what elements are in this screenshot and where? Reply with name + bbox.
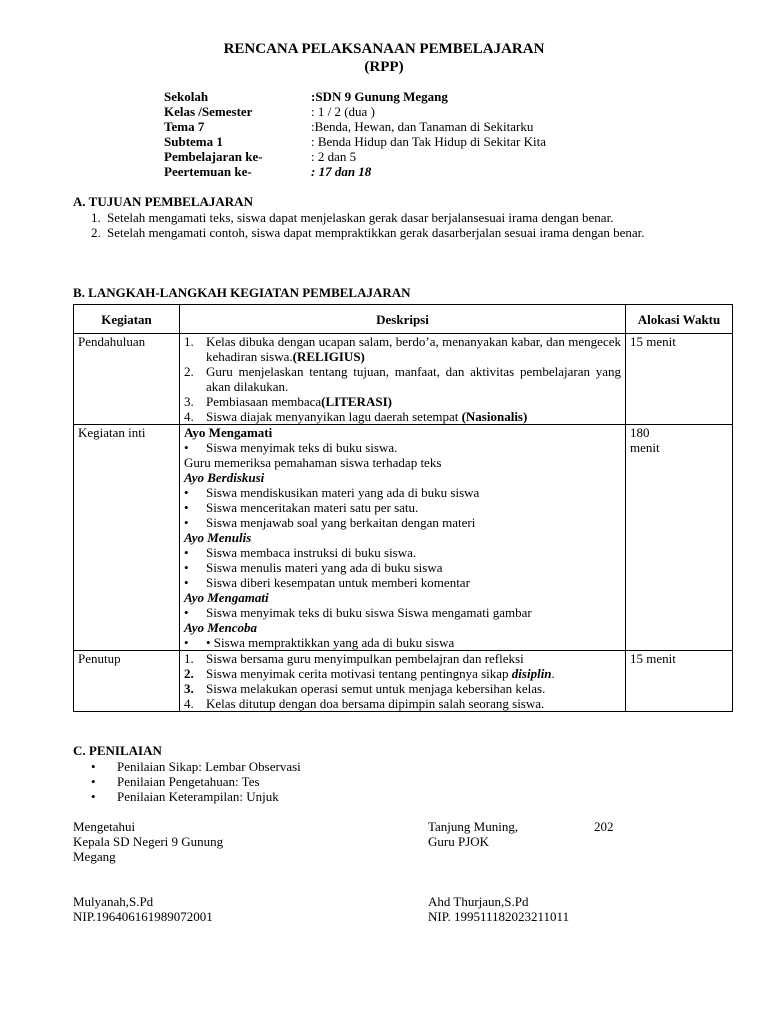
step-text: Guru menjelaskan tentang tujuan, manfaat, dan aktivitas pembelajaran yang akan dilakukan.: [206, 364, 621, 394]
list-item: • Siswa menjawab soal yang berkaitan dengan materi: [184, 515, 476, 530]
table-row: [74, 334, 733, 425]
list-item: • Siswa menceritakan materi satu per satu.: [184, 500, 419, 515]
identity-key: Tema 7: [164, 119, 205, 134]
step-number: 2.: [184, 364, 194, 379]
objective-item: [91, 225, 681, 240]
identity-block: [164, 89, 546, 179]
identity-key: Peertemuan ke-: [164, 164, 252, 179]
list-item: • Penilaian Sikap: Lembar Observasi: [91, 759, 301, 774]
step-text: Pembiasaan membaca: [206, 394, 322, 409]
identity-key: Sekolah: [164, 89, 209, 104]
identity-row: [164, 164, 546, 179]
list-item-text: Siswa diberi kesempatan untuk memberi komentar: [206, 575, 470, 590]
identity-value: :Benda, Hewan, dan Tanaman di Sekitarku: [311, 119, 534, 134]
step-text: Siswa diajak menyanyikan lagu daerah setempat: [206, 409, 462, 424]
step-item: [184, 364, 621, 394]
objective-text: Setelah mengamati teks, siswa dapat menjelaskan gerak dasar berjalansesuai irama dengan benar.: [107, 210, 614, 225]
document-subtitle: (RPP): [364, 59, 404, 75]
objectives-list: [91, 210, 681, 240]
identity-value: : 1 / 2 (dua ): [311, 104, 375, 119]
table-header-row: [74, 305, 733, 334]
section-b-heading: B. LANGKAH-LANGKAH KEGIATAN PEMBELAJARAN: [73, 285, 411, 300]
list-item-text: Siswa menulis materi yang ada di buku siswa: [206, 560, 443, 575]
header-deskripsi: Deskripsi: [180, 305, 626, 334]
signature-right-place: [428, 819, 628, 834]
step-number: 1.: [184, 334, 194, 349]
signature-left-position-cont: Megang: [73, 849, 116, 864]
list-item-text: Siswa mendiskusikan materi yang ada di buku siswa: [206, 485, 480, 500]
step-emphasis: disiplin: [511, 666, 552, 681]
list-item-text: Siswa menyimak teks di buku siswa.: [206, 440, 398, 455]
teacher-note: Guru memeriksa pemahaman siswa terhadap teks: [184, 455, 442, 470]
identity-value: :SDN 9 Gunung Megang: [311, 89, 448, 104]
signature-right-name: Ahd Thurjaun,S.Pd: [428, 894, 529, 909]
step-value-tag: (Nasionalis): [461, 409, 528, 424]
step-text: Siswa melakukan operasi semut untuk menjaga kebersihan kelas.: [206, 681, 546, 696]
step-item: [184, 666, 621, 681]
row-time: [626, 425, 733, 651]
activity-table: [73, 304, 733, 712]
header-alokasi: Alokasi Waktu: [626, 305, 733, 334]
step-item: [184, 334, 621, 364]
step-item: [184, 651, 621, 666]
step-text: Siswa bersama guru menyimpulkan pembelajran dan refleksi: [206, 651, 524, 666]
identity-row: [164, 149, 546, 164]
step-number: 4.: [184, 696, 194, 711]
section-c-heading: C. PENILAIAN: [73, 743, 162, 758]
row-time: 15 menit: [626, 334, 733, 425]
list-item: • • Siswa mempraktikkan yang ada di buku siswa: [184, 635, 455, 650]
signature-left-name: Mulyanah,S.Pd: [73, 894, 154, 909]
list-item-text: Siswa menyimak teks di buku siswa Siswa mengamati gambar: [206, 605, 532, 620]
identity-row: [164, 134, 546, 149]
signature-year: 202: [594, 819, 614, 834]
step-tail: .: [551, 666, 555, 681]
row-time-text: 180 menit: [630, 425, 660, 455]
activity-subheading: Ayo Mengamati: [184, 590, 269, 605]
row-label: Pendahuluan: [74, 334, 180, 425]
list-item-text: Penilaian Pengetahuan: Tes: [117, 774, 260, 789]
step-value-tag: (RELIGIUS): [292, 349, 365, 364]
step-number: 4.: [184, 409, 194, 424]
list-item: • Penilaian Pengetahuan: Tes: [91, 774, 260, 789]
objective-number: 1.: [91, 210, 101, 225]
identity-value: : Benda Hidup dan Tak Hidup di Sekitar Kita: [311, 134, 546, 149]
row-description: [180, 425, 626, 651]
signature-left-label: Mengetahui: [73, 819, 136, 834]
step-number: 3.: [184, 681, 194, 696]
assessment-list: [91, 759, 301, 804]
signature-right: [428, 819, 628, 924]
step-number: 1.: [184, 651, 194, 666]
identity-key: Subtema 1: [164, 134, 223, 149]
step-number: 3.: [184, 394, 194, 409]
list-item: • Siswa mendiskusikan materi yang ada di buku siswa: [184, 485, 480, 500]
step-item: [184, 696, 621, 711]
list-item-text: Siswa membaca instruksi di buku siswa.: [206, 545, 417, 560]
list-item: • Siswa diberi kesempatan untuk memberi komentar: [184, 575, 470, 590]
signature-right-nip: NIP. 199511182023211011: [428, 909, 570, 924]
activity-subheading: Ayo Berdiskusi: [184, 470, 265, 485]
row-time: 15 menit: [626, 651, 733, 712]
list-item-text: Penilaian Sikap: Lembar Observasi: [117, 759, 301, 774]
step-text: Kelas dibuka dengan ucapan salam, berdo’a, menanyakan kabar, dan mengecek kehadiran siswa.: [206, 334, 621, 364]
step-text: Siswa menyimak cerita motivasi tentang pentingnya sikap: [206, 666, 512, 681]
step-item: [184, 394, 621, 409]
list-item: • Siswa menyimak teks di buku siswa Siswa mengamati gambar: [184, 605, 532, 620]
signature-left: [73, 819, 223, 924]
table-row: [74, 651, 733, 712]
signature-place-date: Tanjung Muning,: [428, 819, 519, 834]
identity-value: : 2 dan 5: [311, 149, 357, 164]
activity-subheading: Ayo Menulis: [184, 530, 252, 545]
list-item-text: Penilaian Keterampilan: Unjuk: [117, 789, 279, 804]
row-label: Kegiatan inti: [74, 425, 180, 651]
activity-subheading: Ayo Mencoba: [184, 620, 258, 635]
signature-left-position: Kepala SD Negeri 9 Gunung: [73, 834, 224, 849]
list-item: • Penilaian Keterampilan: Unjuk: [91, 789, 279, 804]
step-item: [184, 681, 621, 696]
list-item-text: Siswa menjawab soal yang berkaitan dengan materi: [206, 515, 476, 530]
list-item: • Siswa menulis materi yang ada di buku siswa: [184, 560, 443, 575]
identity-row: [164, 89, 546, 104]
objective-text: Setelah mengamati contoh, siswa dapat mempraktikkan gerak dasarberjalan sesuai irama dengan benar.: [107, 225, 645, 240]
activity-subheading: Ayo Mengamati: [184, 425, 273, 440]
header-kegiatan: Kegiatan: [74, 305, 180, 334]
step-number: 2.: [184, 666, 194, 681]
list-item-text: • Siswa mempraktikkan yang ada di buku siswa: [206, 635, 455, 650]
identity-value: : 17 dan 18: [311, 164, 372, 179]
row-label: Penutup: [74, 651, 180, 712]
document-title: RENCANA PELAKSANAAN PEMBELAJARAN: [223, 41, 545, 57]
step-value-tag: (LITERASI): [321, 394, 392, 409]
step-text: Kelas ditutup dengan doa bersama dipimpin salah seorang siswa.: [206, 696, 545, 711]
identity-key: Kelas /Semester: [164, 104, 253, 119]
row-description: [180, 651, 626, 712]
signature-left-nip: NIP.196406161989072001: [73, 909, 213, 924]
signature-right-position: Guru PJOK: [428, 834, 490, 849]
identity-row: [164, 119, 546, 134]
step-item: [184, 409, 621, 424]
list-item: • Siswa membaca instruksi di buku siswa.: [184, 545, 417, 560]
row-description: [180, 334, 626, 425]
objective-item: [91, 210, 681, 225]
section-a-heading: A. TUJUAN PEMBELAJARAN: [73, 194, 253, 209]
list-item: • Siswa menyimak teks di buku siswa.: [184, 440, 398, 455]
objective-number: 2.: [91, 225, 101, 240]
identity-row: [164, 104, 546, 119]
identity-key: Pembelajaran ke-: [164, 149, 263, 164]
table-row: [74, 425, 733, 651]
list-item-text: Siswa menceritakan materi satu per satu.: [206, 500, 419, 515]
